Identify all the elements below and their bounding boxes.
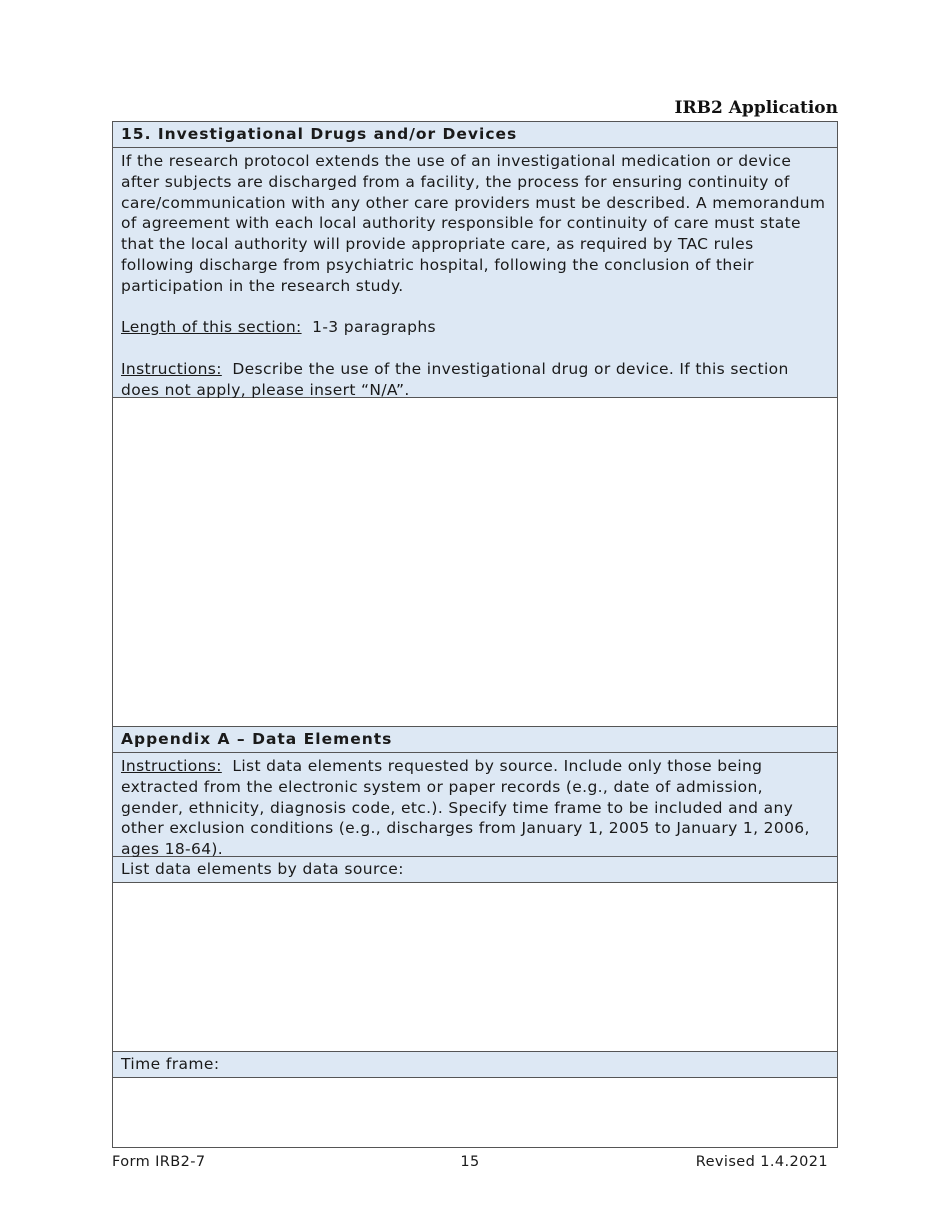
document-header-title: IRB2 Application — [674, 98, 838, 118]
appendix-instructions-label: Instructions: — [121, 757, 222, 775]
irb-form-table — [112, 121, 838, 1148]
section-15-length — [121, 317, 829, 338]
length-label: Length of this section: — [121, 318, 302, 337]
appendix-a-instructions — [113, 753, 837, 857]
form-id: Form IRB2-7 — [112, 1154, 206, 1170]
section-15-heading: 15. Investigational Drugs and/or Devices — [113, 122, 837, 148]
appendix-instructions-text: List data elements requested by source. Include only those being extracted from the electronic system or paper records (e.g., date of admission, gender, ethnicity, diagnosis code, etc.). Specify time frame to be included and any other exclusion conditions (e.g., discharges from January 1, 2005 to January 1, 2006, ages 18-64). — [121, 757, 810, 859]
page-footer — [112, 1154, 828, 1174]
instructions-label: Instructions: — [121, 359, 222, 378]
section-15-paragraph: If the research protocol extends the use of an investigational medication or device after subjects are discharged from a facility, the process for ensuring continuity of care/communication with any other care providers must be described. A memorandum of agreement with each local authority responsible for continuity of care must state that the local authority will provide appropriate care, as required by TAC rules following discharge from psychiatric hospital, following the conclusion of their participation in the research study. — [121, 152, 826, 295]
instructions-text: Describe the use of the investigational drug or device. If this section does not apply, please insert “N/A”. — [121, 359, 789, 399]
section-15-description — [113, 148, 837, 398]
length-value: 1-3 paragraphs — [312, 318, 436, 337]
data-source-label: List data elements by data source: — [113, 857, 837, 883]
data-source-response-field[interactable] — [113, 883, 837, 1052]
section-15-response-field[interactable] — [113, 398, 837, 727]
revision-date: Revised 1.4.2021 — [695, 1154, 828, 1170]
section-15-instructions — [121, 359, 829, 401]
time-frame-label: Time frame: — [113, 1052, 837, 1078]
page-number: 15 — [460, 1154, 480, 1170]
appendix-a-heading: Appendix A – Data Elements — [113, 727, 837, 753]
time-frame-response-field[interactable] — [113, 1078, 837, 1147]
